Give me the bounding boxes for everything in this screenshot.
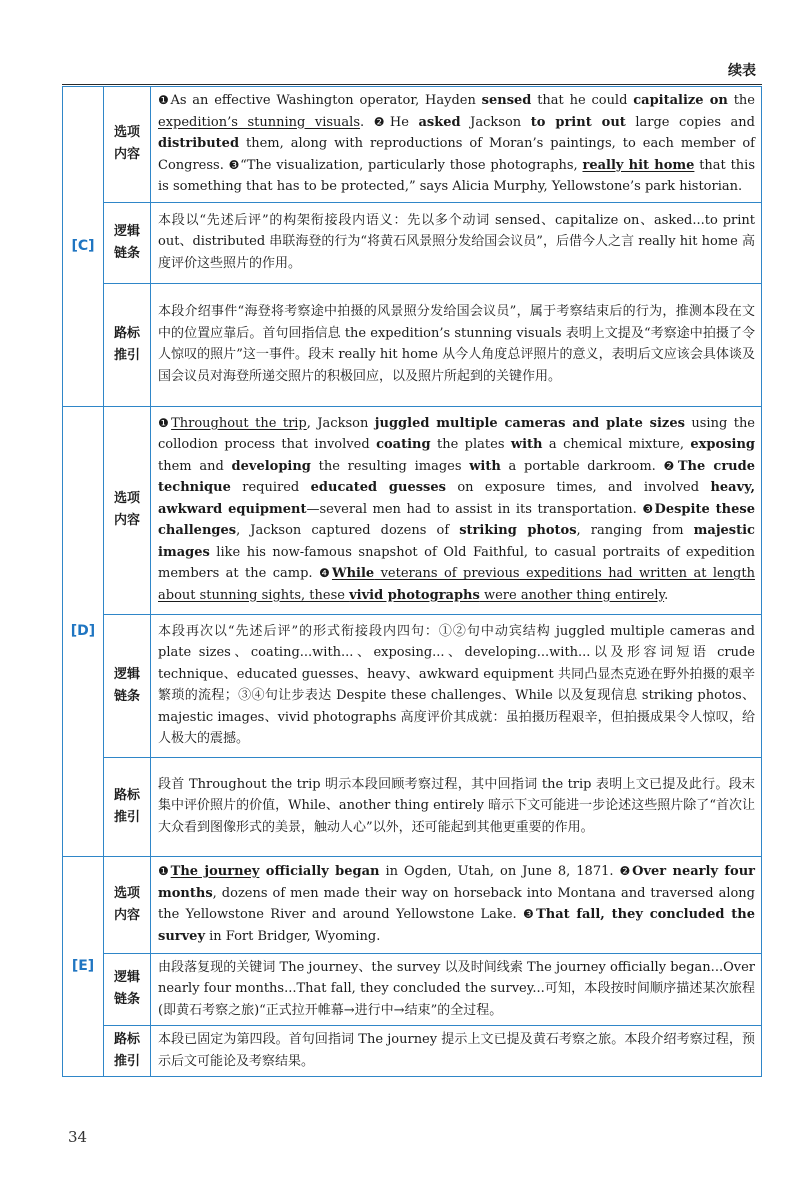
option-label xyxy=(104,87,151,203)
option-text: ❶As an effective Washington operator, Hayden sensed that he could capitalize on the expedition’s stunning visuals. ❷He asked Jackson to print out large copies and distributed them, along with reproductions of Moran’s paintings, to each member of Congress. ❸“The visualization, particularly those photographs, really hit home that this is something that has to be protected,” says Alicia Murphy, Yellowstone’s park historian. xyxy=(158,93,756,194)
label-line: 内容 xyxy=(113,147,140,163)
table-row xyxy=(63,1026,762,1077)
label-line: 选项 xyxy=(113,491,140,506)
page-header xyxy=(62,58,762,85)
signpost-text: 段首 Throughout the trip 明示本段回顾考察过程，其中回指词 the trip 表明上文已提及此行。段末集中评价照片的价值，While、another thing entirely 暗示下文可能进一步论述这些照片除了“首次让大众看到图像形式的美景，触动人心”以外，还可能起到其他更重要的作用。 xyxy=(158,776,755,835)
paragraph-tag-c: [C] xyxy=(63,87,104,407)
paragraph-tag-d: [D] xyxy=(63,406,104,856)
analysis-table xyxy=(62,86,762,1077)
table-row xyxy=(63,614,762,757)
label-line: 路标 xyxy=(113,325,140,341)
option-text: ❶Throughout the trip, Jackson juggled multiple cameras and plate sizes using the collodion process that involved coating the plates with a chemical mixture, exposing them and developing the resulting images with a portable darkroom. ❷The crude technique required educated guesses on exposure times, and involved heavy, awkward equipment—several men had to assist in its transportation. ❸Despite these challenges, Jackson captured dozens of striking photos, ranging from majestic images like his now-famous snapshot of Old Faithful, to casual portraits of expedition members at the camp. ❹While veterans of previous expeditions had written at length about stunning sights, these vivid photographs were another thing entirely. xyxy=(158,415,756,603)
logic-content-e xyxy=(151,953,762,1026)
option-content-d xyxy=(151,406,762,614)
label-line: 选项 xyxy=(113,885,140,901)
label-line: 选项 xyxy=(113,125,140,141)
logic-label xyxy=(104,202,151,283)
table-row xyxy=(63,283,762,406)
table-row xyxy=(63,953,762,1026)
option-content-e xyxy=(151,856,762,953)
label-line: 路标 xyxy=(113,1032,140,1047)
logic-content-d xyxy=(151,614,762,757)
option-label xyxy=(104,856,151,953)
label-line: 逻辑 xyxy=(113,666,140,682)
table-row xyxy=(63,856,762,953)
table-row xyxy=(63,757,762,856)
option-content-c xyxy=(151,87,762,203)
label-line: 内容 xyxy=(113,907,140,923)
signpost-label xyxy=(104,283,151,406)
signpost-label xyxy=(104,1026,151,1077)
logic-content-c xyxy=(151,202,762,283)
label-line: 推引 xyxy=(113,809,140,825)
option-label xyxy=(104,406,151,614)
label-line: 链条 xyxy=(113,245,140,261)
signpost-text: 本段介绍事件“海登将考察途中拍摄的风景照分发给国会议员”，属于考察结束后的行为，推测本段在文中的位置应靠后。首句回指信息 the expedition’s stunning visuals 表明上文提及“考察途中拍摄了令人惊叹的照片”这一事件。段末 really hit home 从今人角度总评照片的意义，表明后文应该会具体谈及国会议员对海登所递交照片的积极回应，以及照片所起到的关键作用。 xyxy=(158,304,755,384)
label-line: 推引 xyxy=(113,347,140,363)
option-text: ❶The journey officially began in Ogden, Utah, on June 8, 1871. ❷Over nearly four months, dozens of men made their way on horseback into Montana and traversed along the Yellowstone River and around Yellowstone Lake. ❸That fall, they concluded the survey in Fort Bridger, Wyoming. xyxy=(158,864,755,944)
logic-text: 本段以“先述后评”的构架衔接段内语义：先以多个动词 sensed、capitalize on、asked...to print out、distributed 串联海登的行为“将黄石风景照分发给国会议员”，后借今人之言 really hit home 高度评价这些照片的作用。 xyxy=(158,212,755,271)
logic-text: 本段再次以“先述后评”的形式衔接段内四句：①②句中动宾结构 juggled multiple cameras and plate sizes、coating...with...、exposing...、developing...with...以及形容词短语 crude technique、educated guesses、heavy、awkward equipment 共同凸显杰克逊在野外拍摄的艰辛繁琐的流程；③④句让步表达 Despite these challenges、While 以及复现信息 striking photos、majestic images、vivid photographs 高度评价其成就：虽拍摄历程艰辛，但拍摄成果令人惊叹，给人极大的震撼。 xyxy=(158,623,755,746)
table-row xyxy=(63,202,762,283)
continued-label: 续表 xyxy=(728,63,756,79)
label-line: 逻辑 xyxy=(113,223,140,239)
signpost-content-c xyxy=(151,283,762,406)
signpost-label xyxy=(104,757,151,856)
page-number: 34 xyxy=(68,1128,88,1146)
table-row xyxy=(63,406,762,614)
label-line: 逻辑 xyxy=(113,970,140,986)
paragraph-tag-e: [E] xyxy=(63,856,104,1077)
table-row xyxy=(63,87,762,203)
signpost-content-e xyxy=(151,1026,762,1077)
label-line: 链条 xyxy=(113,992,140,1008)
signpost-text: 本段已固定为第四段。首句回指词 The journey 提示上文已提及黄石考察之旅。本段介绍考察过程，预示后文可能论及考察结果。 xyxy=(158,1032,755,1069)
logic-text: 由段落复现的关键词 The journey、the survey 以及时间线索 The journey officially began...Over nearly four months...That fall, they concluded the survey...可知，本段按时间顺序描述某次旅程(即黄石考察之旅)“正式拉开帷幕→进行中→结束”的全过程。 xyxy=(158,959,755,1018)
signpost-content-d xyxy=(151,757,762,856)
label-line: 路标 xyxy=(113,787,140,803)
logic-label xyxy=(104,953,151,1026)
label-line: 链条 xyxy=(113,688,140,704)
label-line: 内容 xyxy=(113,513,140,528)
logic-label xyxy=(104,614,151,757)
label-line: 推引 xyxy=(113,1054,140,1069)
